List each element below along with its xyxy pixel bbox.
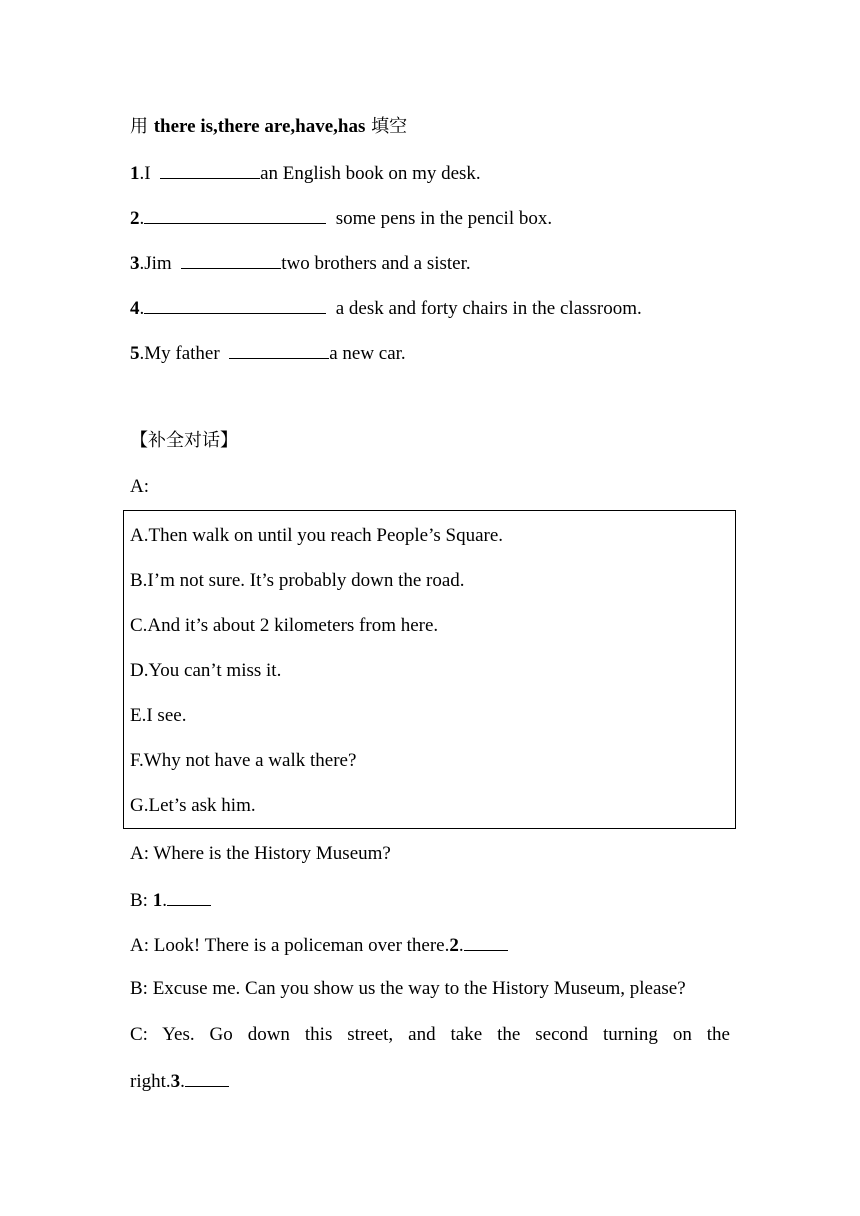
answer-blank[interactable] — [144, 295, 326, 314]
dialog-line-6 — [130, 1068, 229, 1094]
item-after: two brothers and a sister. — [281, 253, 471, 274]
item-number: 3 — [130, 253, 140, 274]
dialog-a-label: A: — [130, 476, 149, 497]
speaker-prefix: B: — [130, 890, 153, 911]
item-before: .My father — [139, 343, 230, 364]
options-box — [123, 510, 736, 829]
fill-item-2 — [130, 205, 552, 231]
dialog-line-1: A: Where is the History Museum? — [130, 843, 391, 864]
line-text: right. — [130, 1071, 171, 1092]
item-after: a desk and forty chairs in the classroom. — [326, 298, 642, 319]
option-a: A.Then walk on until you reach People’s Square. — [130, 525, 504, 546]
line-text: A: Look! There is a policeman over there. — [130, 935, 450, 956]
dialog-line-2 — [130, 887, 211, 913]
fill-item-1 — [130, 160, 481, 186]
blank-number: 2 — [449, 935, 459, 956]
item-after: some pens in the pencil box. — [326, 208, 553, 229]
option-g: G.Let’s ask him. — [130, 795, 256, 816]
option-e: E.I see. — [130, 705, 187, 726]
blank-dot: . — [458, 935, 464, 956]
answer-blank[interactable] — [181, 250, 281, 269]
heading-words: there is,there are,have,has — [153, 116, 366, 137]
heading-prefix: 用 — [130, 116, 154, 137]
option-b: B.I’m not sure. It’s probably down the road. — [130, 570, 465, 591]
blank-dot: . — [162, 890, 167, 911]
answer-blank[interactable] — [144, 205, 326, 224]
item-number: 4 — [130, 298, 140, 319]
item-after: an English book on my desk. — [260, 163, 481, 184]
answer-blank[interactable] — [229, 340, 329, 359]
fill-item-5 — [130, 340, 406, 366]
item-before: .I — [139, 163, 161, 184]
exercise-heading — [130, 115, 407, 139]
item-before: . — [139, 208, 145, 229]
answer-blank[interactable] — [160, 160, 260, 179]
dialog-line-5: C: Yes. Go down this street, and take the second turning on the — [130, 1024, 730, 1045]
item-after: a new car. — [329, 343, 406, 364]
option-c: C.And it’s about 2 kilometers from here. — [130, 615, 439, 636]
option-d: D.You can’t miss it. — [130, 660, 282, 681]
item-before: . — [139, 298, 145, 319]
fill-item-4 — [130, 295, 642, 321]
fill-item-3 — [130, 250, 471, 276]
answer-blank[interactable] — [185, 1068, 229, 1087]
item-before: .Jim — [139, 253, 182, 274]
dialog-line-4: B: Excuse me. Can you show us the way to the History Museum, please? — [130, 978, 686, 999]
answer-blank[interactable] — [167, 887, 211, 906]
dialog-section-title: 【补全对话】 — [130, 430, 238, 451]
blank-dot: . — [180, 1071, 185, 1092]
item-number: 2 — [130, 208, 140, 229]
answer-blank[interactable] — [464, 932, 508, 951]
item-number: 5 — [130, 343, 140, 364]
item-number: 1 — [130, 163, 140, 184]
option-f: F.Why not have a walk there? — [130, 750, 357, 771]
blank-number: 3 — [170, 1071, 181, 1092]
dialog-line-3 — [130, 932, 508, 958]
heading-suffix: 填空 — [365, 116, 408, 137]
blank-number: 1 — [152, 890, 163, 911]
